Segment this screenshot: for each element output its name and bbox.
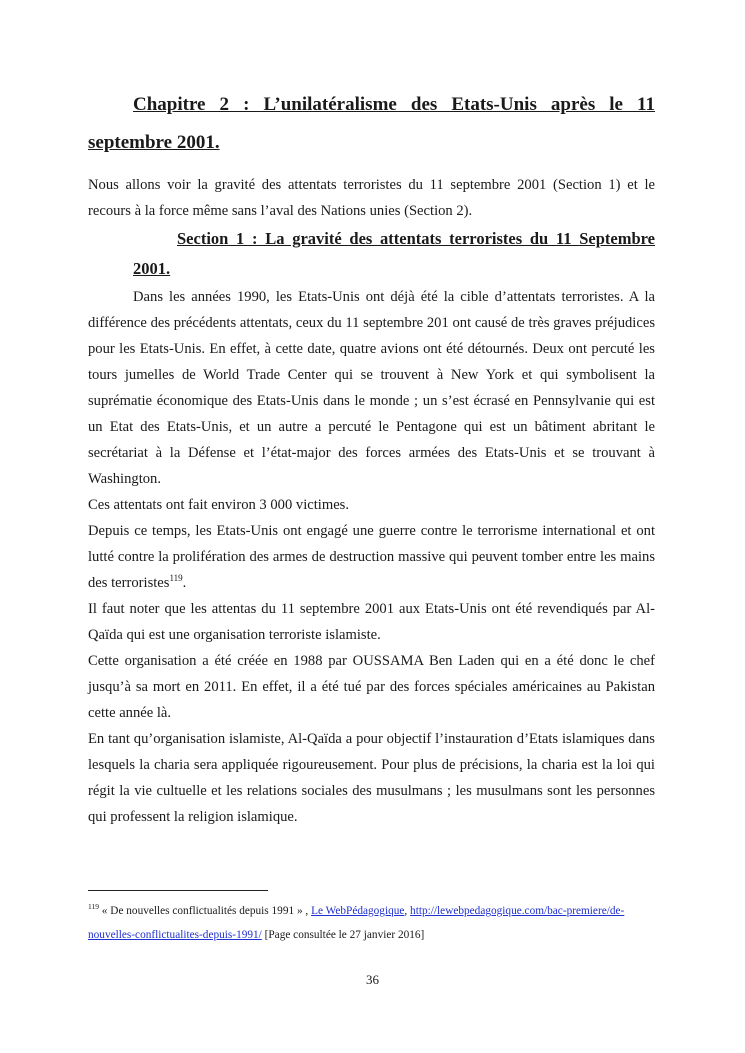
paragraph-6: En tant qu’organisation islamiste, Al-Qaïda a pour objectif l’instauration d’Etats islamiques dans lesquels la charia sera appliquée rigoureusement. Pour plus de précisions, la charia est la loi qui régit la vie cultuelle et les relations sociales des musulmans ; les musulmans sont les personnes qui professent la religion islamique. — [88, 731, 655, 825]
section-1-title: Section 1 : La gravité des attentats terroristes du 11 Septembre 2001. — [133, 229, 655, 278]
paragraph-3-text: Depuis ce temps, les Etats-Unis ont engagé une guerre contre le terrorisme international et ont lutté contre la prolifération des armes de destruction massive qui peuvent tomber entre les mains des terroristes — [88, 523, 655, 591]
footnote-consulted: [Page consultée le 27 janvier 2016] — [261, 929, 425, 941]
footnote-separator-text: , — [404, 905, 411, 917]
page-number: 36 — [366, 972, 379, 987]
footnote-separator — [88, 890, 268, 891]
paragraph-2: Ces attentats ont fait environ 3 000 victimes. — [88, 497, 350, 513]
footnote-reference[interactable]: 119 — [169, 573, 183, 584]
paragraph-1: Dans les années 1990, les Etats-Unis ont déjà été la cible d’attentats terroristes. A la différence des précédents attentats, ceux du 11 septembre 201 ont causé de très graves préjudices pour les Etats-Unis. En effet, à cette date, quatre avions ont été détournés. Deux ont percuté les tours jumelles de World Trade Center qui se trouvent à New York et qui symbolisent la suprématie économique des Etats-Unis dans le monde ; un s’est écrasé en Pennsylvanie qui est un Etat des Etats-Unis, et un autre a percuté le Pentagone qui est un bâtiment abritant le secrétariat à la Défense et l’état-major des forces armées des Etats-Unis et se trouvant à Washington. — [88, 289, 655, 487]
paragraph-4: Il faut noter que les attentas du 11 septembre 2001 aux Etats-Unis ont été revendiqués par Al-Qaïda qui est une organisation terroriste islamiste. — [88, 601, 655, 643]
paragraph-3 — [88, 518, 655, 596]
intro-paragraph: Nous allons voir la gravité des attentats terroristes du 11 septembre 2001 (Section 1) et le recours à la force même sans l’aval des Nations unies (Section 2). — [88, 177, 655, 219]
footnote-text: « De nouvelles conflictualités depuis 1991 » , — [98, 905, 312, 917]
paragraph-3-end: . — [182, 575, 187, 591]
footnote-number: 119 — [88, 902, 99, 912]
paragraph-5: Cette organisation a été créée en 1988 par OUSSAMA Ben Laden qui en a été donc le chef jusqu’à sa mort en 2011. En effet, il a été tué par des forces spéciales américaines au Pakistan cette année là. — [88, 653, 655, 721]
footnote-url-link[interactable]: http://lewebpedagogique.com/bac-premiere/de-nouvelles-conflictualites-depuis-1991/ — [88, 905, 625, 941]
footnote — [88, 899, 655, 947]
document-page — [88, 86, 655, 830]
chapter-title: Chapitre 2 : L’unilatéralisme des Etats-Unis après le 11 septembre 2001. — [88, 94, 655, 153]
footnote-source-link[interactable]: Le WebPédagogique — [311, 905, 405, 917]
